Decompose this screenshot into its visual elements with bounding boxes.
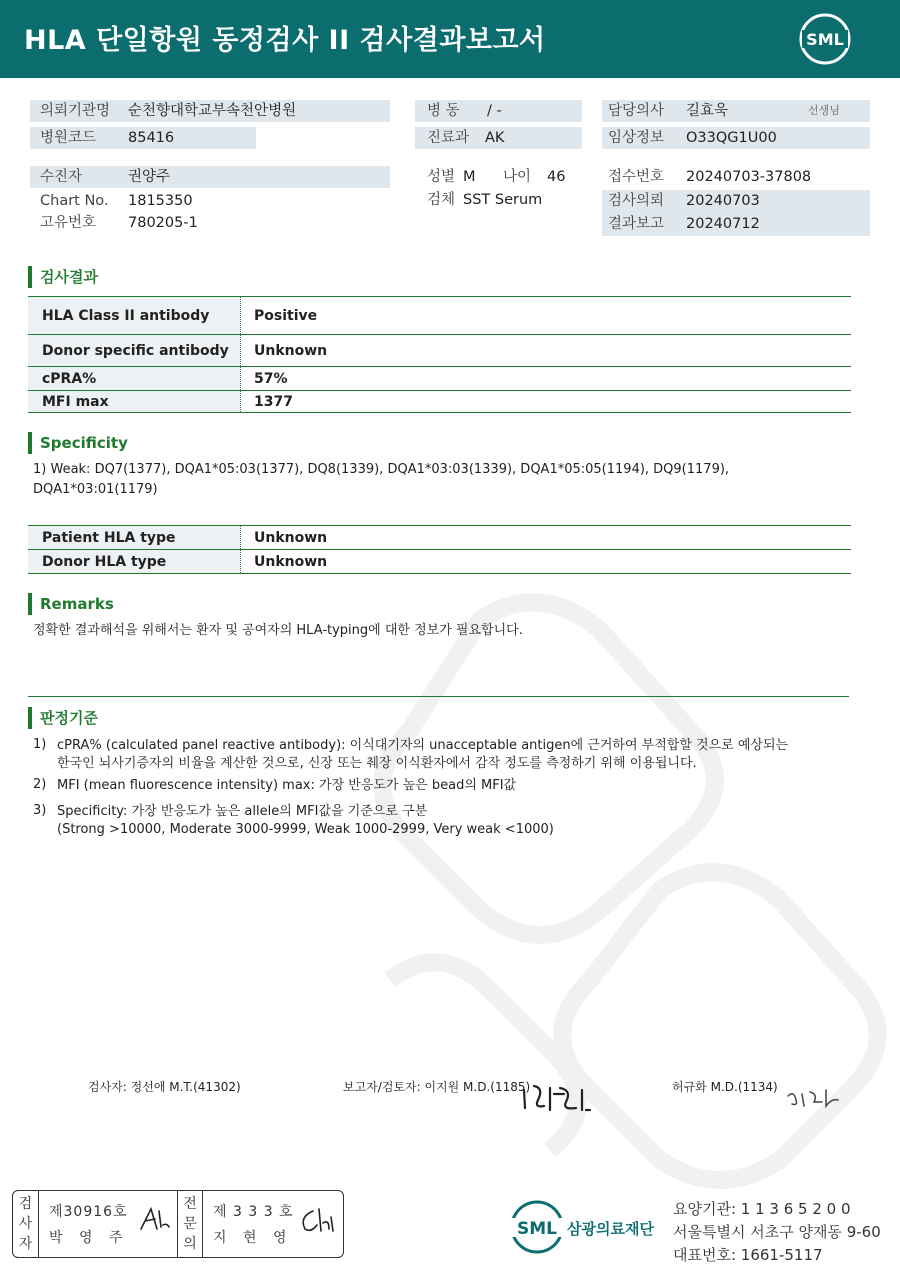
table-row [28,526,851,550]
dept-row [415,127,582,149]
logo-text: SML [806,30,844,49]
specimen-label: 검체 [427,192,456,208]
results-heading: 검사결과 [28,266,98,288]
result-key: MFI max [28,391,240,412]
vertical-char: 전 [183,1196,197,1212]
specificity-heading: Specificity [28,432,128,454]
specimen-value: SST Serum [463,192,543,208]
result-value: Unknown [254,342,328,359]
license-left-vertical [13,1191,39,1257]
license-left-signature-icon [137,1205,173,1235]
column-divider [240,550,241,573]
table-row [28,335,851,367]
footer-sml-logo-icon [508,1198,566,1256]
receipt-row [602,166,870,188]
license-right-name: 지 현 영 [213,1230,293,1246]
receipt-value: 20240703-37808 [686,169,812,185]
hla-type-value: Unknown [254,529,328,546]
sex-value: M [463,169,476,185]
footer-logo-text: SML [517,1219,557,1239]
request-value: 20240703 [686,193,760,209]
result-key: cPRA% [28,367,240,390]
phone-number: 대표번호: 1661-5117 [673,1246,823,1264]
hospital-code-label: 병원코드 [40,130,97,146]
criteria-line: MFI (mean fluorescence intensity) max: 가장 반응도가 높은 bead의 MFI값 [57,778,517,793]
license-box [12,1190,344,1258]
doctor-value: 길효욱 [686,103,729,119]
license-left-name: 박 영 주 [49,1230,129,1246]
report-label: 결과보고 [608,216,665,232]
result-key: Donor specific antibody [28,335,240,366]
hla-type-value: Unknown [254,553,328,570]
license-right-vertical [177,1191,203,1257]
criteria-line: Specificity: 가장 반응도가 높은 allele의 MFI값을 기준으로 구분 [57,804,428,819]
specificity-line-2: DQA1*03:01(1179) [33,482,158,497]
sex-label: 성별 [427,169,456,185]
requester-label: 의뢰기관명 [40,103,111,119]
ward-row [415,100,582,122]
results-table [28,296,851,414]
approver-signature-label: 허규화 M.D.(1134) [672,1080,778,1094]
criteria-num: 2) [33,777,47,792]
result-key: HLA Class II antibody [28,297,240,334]
sex-age-row [415,166,582,188]
request-label: 검사의뢰 [608,193,665,209]
table-row [28,297,851,335]
table-row [28,391,851,413]
criteria-num: 1) [33,737,47,752]
hospital-code-value: 85416 [128,130,175,146]
column-divider [240,297,241,334]
ward-label: 병 동 [427,103,460,119]
criteria-line: cPRA% (calculated panel reactive antibody): 이식대기자의 unacceptable antigen에 근거하여 부적합할 것으로 예상되는 [57,738,789,753]
result-value: 1377 [254,393,293,410]
chart-row [30,190,390,212]
criteria-item [57,803,847,839]
report-header [0,0,900,78]
doctor-row [602,100,870,122]
dept-value: AK [485,130,505,146]
remarks-heading: Remarks [28,593,114,615]
criteria-item [57,737,847,773]
org-name: 삼광의료재단 [567,1220,654,1238]
requester-value: 순천향대학교부속천안병원 [128,103,297,119]
clinical-value: O33QG1U00 [686,130,777,146]
column-divider [240,526,241,549]
requester-row [30,100,390,122]
age-label: 나이 [503,169,532,185]
criteria-line: (Strong >10000, Moderate 3000-9999, Weak 1000-2999, Very weak <1000) [57,822,554,837]
vertical-char: 사 [18,1216,33,1232]
table-row [28,550,851,574]
hospital-code-row [30,127,256,149]
dept-label: 진료과 [427,130,470,146]
tester-signature-label: 검사자: 정선애 M.T.(41302) [88,1080,241,1094]
license-right-signature-icon [297,1205,337,1237]
specimen-row [415,189,582,211]
criteria-heading: 판정기준 [28,707,98,729]
address: 서울특별시 서초구 양재동 9-60 [673,1223,881,1241]
report-title: HLA 단일항원 동정검사 II 검사결과보고서 [24,25,546,56]
clinical-row [602,127,870,149]
reviewer-signature-label: 보고자/검토자: 이지원 M.D.(1185) [343,1080,531,1094]
criteria-item [57,777,847,795]
age-value: 46 [547,169,566,185]
doctor-label: 담당의사 [608,103,665,119]
vertical-char: 의 [183,1236,197,1252]
doctor-suffix: 선생님 [808,104,840,117]
column-divider [240,367,241,390]
remarks-text: 정확한 결과해석을 위해서는 환자 및 공여자의 HLA-typing에 대한 정보가 필요합니다. [33,623,523,638]
vertical-char: 검 [18,1196,33,1212]
vertical-char: 자 [18,1236,33,1252]
request-report-block [602,190,870,236]
license-left-number: 제30916호 [49,1204,128,1220]
patient-row [30,166,390,188]
uid-value: 780205-1 [128,215,198,231]
specificity-line-1: 1) Weak: DQ7(1377), DQA1*05:03(1377), DQ8(1339), DQA1*03:03(1339), DQA1*05:05(1194), DQ9(1179), [33,462,730,477]
receipt-label: 접수번호 [608,169,665,185]
institution-code: 요양기관: 1 1 3 6 5 2 0 0 [673,1200,851,1218]
hla-type-key: Patient HLA type [28,526,240,549]
criteria-num: 3) [33,803,47,818]
uid-label: 고유번호 [40,215,97,231]
reviewer-signature-icon [520,1080,600,1116]
sml-logo-icon [798,12,852,66]
column-divider [240,391,241,412]
vertical-char: 문 [183,1216,197,1232]
column-divider [240,335,241,366]
table-row [28,367,851,391]
uid-row [30,212,390,234]
divider [28,696,849,697]
ward-value: / - [487,103,502,119]
criteria-line: 한국인 뇌사기증자의 비율을 계산한 것으로, 신장 또는 췌장 이식환자에서 감작 정도를 측정하기 위해 이용됩니다. [57,756,697,771]
hla-type-table [28,525,851,575]
clinical-label: 임상정보 [608,130,665,146]
hla-type-key: Donor HLA type [28,550,240,573]
license-right-number: 제 3 3 3 호 [213,1204,294,1220]
result-value: 57% [254,370,288,387]
approver-signature-icon [784,1084,844,1112]
report-value: 20240712 [686,216,760,232]
patient-value: 권양주 [128,169,171,185]
result-value: Positive [254,307,318,324]
chart-value: 1815350 [128,193,193,209]
patient-label: 수진자 [40,169,83,185]
chart-label: Chart No. [40,193,109,209]
